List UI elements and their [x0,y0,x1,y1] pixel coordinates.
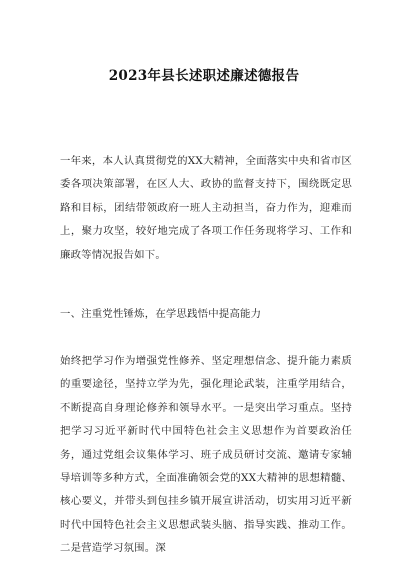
document-title: 2023年县长述职述廉述德报告 [108,68,300,84]
paragraph-intro: 一年来，本人认真贯彻党的XX大精神，全面落实中央和省市区委各项决策部署，在区人大、政协的监督支持下，围绕既定思路和目标，团结带领政府一班人主动担当，奋力作为，迎难而上，聚力攻坚，较好地完成了各项工作任务现将学习、工作和廉政等情况报告如下。 [60,155,352,261]
paragraph-study: 始终把学习作为增强党性修养、坚定理想信念、提升能力素质的重要途径，坚持立学为先，强化理论武装，注重学用结合，不断提高自身理论修养和领导水平。一是突出学习重点。坚持把学习习近平新时代中国特色社会主义思想作为首要政治任务，通过党组会议集体学习、班子成员研讨交流、邀请专家辅导培训等多种方式，全面准确领会党的XX大精神的思想精髓、核心要义，并带头到包挂乡镇开展宣讲活动，切实用习近平新时代中国特色社会主义思想武装头脑、指导实践、推动工作。二是营造学习氛围。深 [60,355,352,555]
section-heading-1: 一、注重党性锤炼，在学思践悟中提高能力 [60,308,262,320]
